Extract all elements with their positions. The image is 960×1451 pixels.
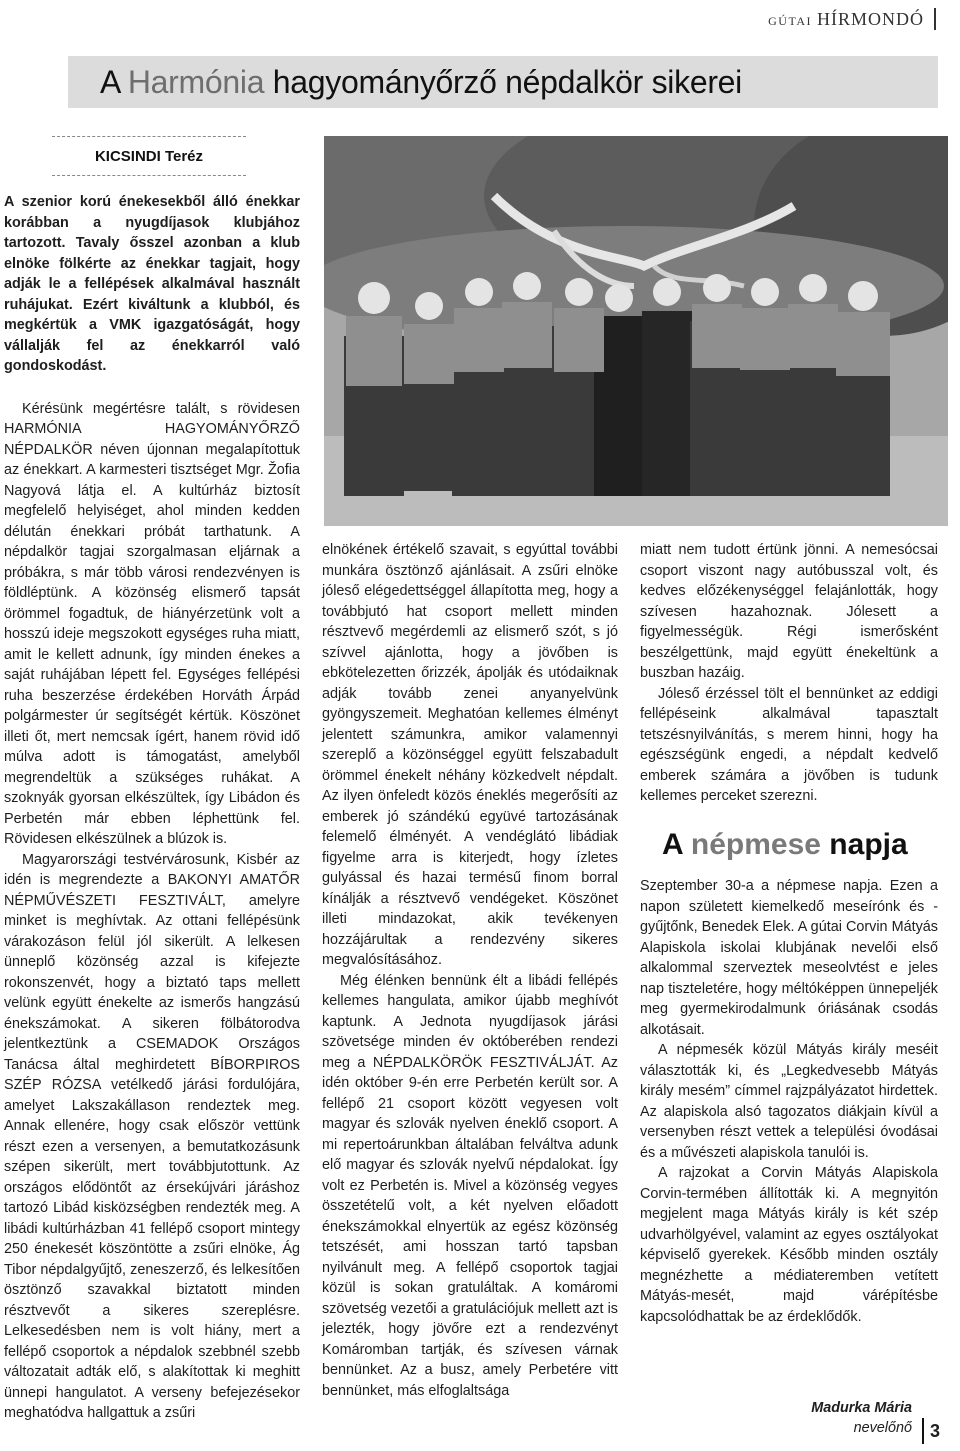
article-paragraph: miatt nem tudott értünk jönni. A nemesócsai csoport viszont nagy autóbusszal volt, és kedves előzékenységgel felajánlották, hogy szívesen hazahoznak. Jólesett a figyelmességük. Régi ismerősként beszélgettünk, majd együtt énekeltünk a buszban hazáig. (640, 542, 938, 681)
choir-group-photo (324, 136, 948, 526)
sidebar-paragraph: A népmesék közül Mátyás király meséit választották ki, és „Legkedvesebb Mátyás király mesém” címmel rajzpályázatot hirdettek. Az alapiskola alsó tagozatos diákjain kívül a versenyben részt vettek a települési óvodásai és a művészeti alapiskola tanulói is. (640, 1042, 938, 1161)
masthead (768, 8, 936, 30)
article-paragraph: Magyarországi testvérvárosunk, Kisbér az idén is megrendezte a BAKONYI AMATŐR NÉPMŰVÉSZETI FESZTIVÁLT, amelyre minket is meghívtak. Az ottani fellépésünk várakozáson felül jól sikerült. A lelkesen ünneplő közönség azzal is kifejezte rokonszenvét, hogy a biztató taps mellett velünk együtt énekelte az ismerős hangzású énekszámokat. A sikeren fölbátorodva jelentkeztünk a CSEMADOK Országos Tanácsa által meghirdetett BÍBORPIROS SZÉP RÓZSA vetélkedő járási fordulójára, amelyet Lakszakállason rendeztek meg. Annak ellenére, hogy csak először vettünk részt ezen a versenyen, a bemutatkozásunk szépen sikerült, mert továbbjutottunk. Az országos elődöntőt az érsekújvári járáshoz tartozó Libád kisközségben rendezték meg. A libádi kultúrházban 41 fellépő csoport mintegy 250 énekesét köszöntötte a zsűri elnöke, Ág Tibor népdalgyűjtő, zeneszerző, és lelkesítően ösztönző szavakkal biztatott minden résztvevőt a sikeres szereplésre. Lelkesedésben nem is volt hiány, mert a fellépő csoportok a népdalok szebbnél szebb változatait adták elő, s alakítottak ki meghitt ünnepi hangulatot. A verseny befejezésekor meghatódva hallgattuk a zsűri (4, 851, 300, 1421)
article-column-1 (4, 192, 300, 1424)
article-column-3 (640, 540, 938, 807)
sidebar-paragraph: Szeptember 30-a a népmese napja. Ezen a napon született kiemelkedő meseírónk és -gyűjtőnk, Benedek Elek. A gútai Corvin Mátyás Alapiskola iskolai klubjának nevelői első alkalommal szerveztek meseolvtést e jeles nap tiszteletére, hogy méltóképpen ünnepeljék meg gyermekirodalmunk óriásának csodás alkotásait. (640, 878, 938, 1038)
sidebar-headline: A népmese napja (662, 828, 908, 861)
sidebar-headline-highlight: népmese (690, 828, 821, 861)
article-paragraph: Még élénken bennünk élt a libádi fellépés kellemes hangulata, amikor újabb meghívót kaptunk. A Jednota nyugdíjasok járási szövetsége minden év októberében rendezi meg a NÉPDALKÖRÖK FESZTIVÁLJÁT. Az idén október 9-én erre Perbetén került sor. A fellépő 21 csoport között vegyesen volt magyar és szlovák nyelven éneklő csoport. A mi repertoárunkban általában felváltva adunk elő magyar és szlovák nyelvű népdalokat. Így volt ez Perbetén is. Mivel a közönség vegyes összetételű volt, a két nyelven előadott énekszámokkal elnyertük az egész közönség tetszését, ami hosszan tartó tapsban nyilvánult meg. A fellépő csoportok tagjai közül is sokan gratuláltak. A komáromi szövetség vezetői a gratulációjuk mellett azt is jelezték, hogy jövőre ezt a rendezvényt Komáromban tartják, és szívesen várnak bennünket. Az a busz, amely Perbetére vitt bennünket, más elfoglaltsága (322, 972, 618, 1399)
page-number: 3 (922, 1418, 954, 1444)
headline-highlight: Harmónia (127, 64, 265, 100)
sidebar-body (640, 876, 938, 1327)
article-column-2 (322, 540, 618, 1401)
author-role: nevelőnő (853, 1420, 912, 1436)
byline-rule-top (52, 136, 246, 137)
byline-rule-bottom (52, 175, 246, 176)
masthead-small: GÚTAI (768, 14, 812, 28)
author-name: Madurka Mária (811, 1400, 912, 1416)
byline: KICSINDI Teréz (94, 148, 204, 165)
author-signature (640, 1398, 912, 1438)
article-paragraph: Jóleső érzéssel tölt el bennünket az eddigi fellépéseink alkalmával tapasztalt tetszésnyilvánítás, s merem hinni, hogy ha egészségünk engedi, a népdalt kedvelő emberek számára a jövőben is tudunk kellemes perceket szerezni. (640, 685, 938, 804)
sidebar-paragraph: A rajzokat a Corvin Mátyás Alapiskola Corvin-termében állították ki. A megnyitón megjelent maga Mátyás király is két szép udvarhölgyével, valamint az egyes osztályokat képviselő gyerekek. Később minden osztály megnézhette a médiateremben vetített Mátyás-mesét, majd várépítésbe kapcsolódhattak be az érdeklődők. (640, 1165, 938, 1325)
article-headline: A Harmónia hagyományőrző népdalkör sikerei (100, 64, 742, 100)
masthead-title: HÍRMONDÓ (817, 9, 924, 29)
article-paragraph: Kérésünk megértésre talált, s rövidesen HARMÓNIA HAGYOMÁNYŐRZŐ NÉPDALKÖR néven újonnan megalapítottuk az énekkart. A karmesteri tisztséget Mgr. Žofia Nagyová látja el. A kultúrház biztosít megfelelő helyiséget, ahol minden kedden délután énekkari próbát tarthatunk. A népdalkör tagjai szorgalmasan eljárnak a próbákra, s már több városi rendezvényen is földléptünk. A közönség elismerő tapsát örömmel fogadtuk, de hiányérzetünk volt a hosszú ideje megszokott egységes ruha miatt, amit le kellett adnunk, így minden énekes a saját ruhájában lépett fel. Egységes fellépési ruha beszerzése érdekében Horváth Árpád polgármester úr segítségét kértük. Köszönet illeti őt, mert nemcsak ígért, hanem rövid idő múlva adott is támogatást, amelyből megrendeltük a szükséges ruhákat. A szoknyák gyorsan elkészültek, így Libádon és Perbetén már ebben léphettünk fel. Rövidesen elkészülnek a blúzok is. (4, 400, 300, 847)
article-lead: A szenior korú énekesekből álló énekkar korábban a nyugdíjasok klubjához tartozott. Tavaly ősszel azonban a klub elnöke fölkérte az énekkar tagjait, hogy adják le a fellépések alkalmával használt ruhájukat. Ezért kiváltunk a klubból, és megkértük a VMK igazgatóságát, hogy vállalják fel az énekkarról való gondoskodást. (4, 194, 300, 374)
article-paragraph: elnökének értékelő szavait, s egyúttal további munkára ösztönző ajánlásait. A zsűri elnöke jóleső elégedettséggel állapította meg, hogy a továbbjutó hat csoport mellett minden résztvevő megérdemli az elismerő szót, s jó szívvel ajánlotta, hogy a jövőben is ebkötelezetten őrizzék, ápolják és utódaiknak adják tovább zenei anyanyelvünk gyöngyszemeit. Meghatóan kellemes élményt jelentett számunkra, amikor valamennyi szereplő a közönséggel együtt felszabadult örömmel énekelt néhány közkedvelt népdalt. Az ilyen önfeledt közös éneklés megerősíti az emberek jó szándékú együvé tartozásának felemelő élményét. A vendéglátó libádiak figyelme arra is kiterjedt, hogy ízletes gulyással és hazai termésű finom borral kínálják a résztvevő vendégeket. Köszönet illeti mindazokat, akik tevékenyen hozzájárultak a rendezvény sikeres megvalósításához. (322, 542, 618, 968)
